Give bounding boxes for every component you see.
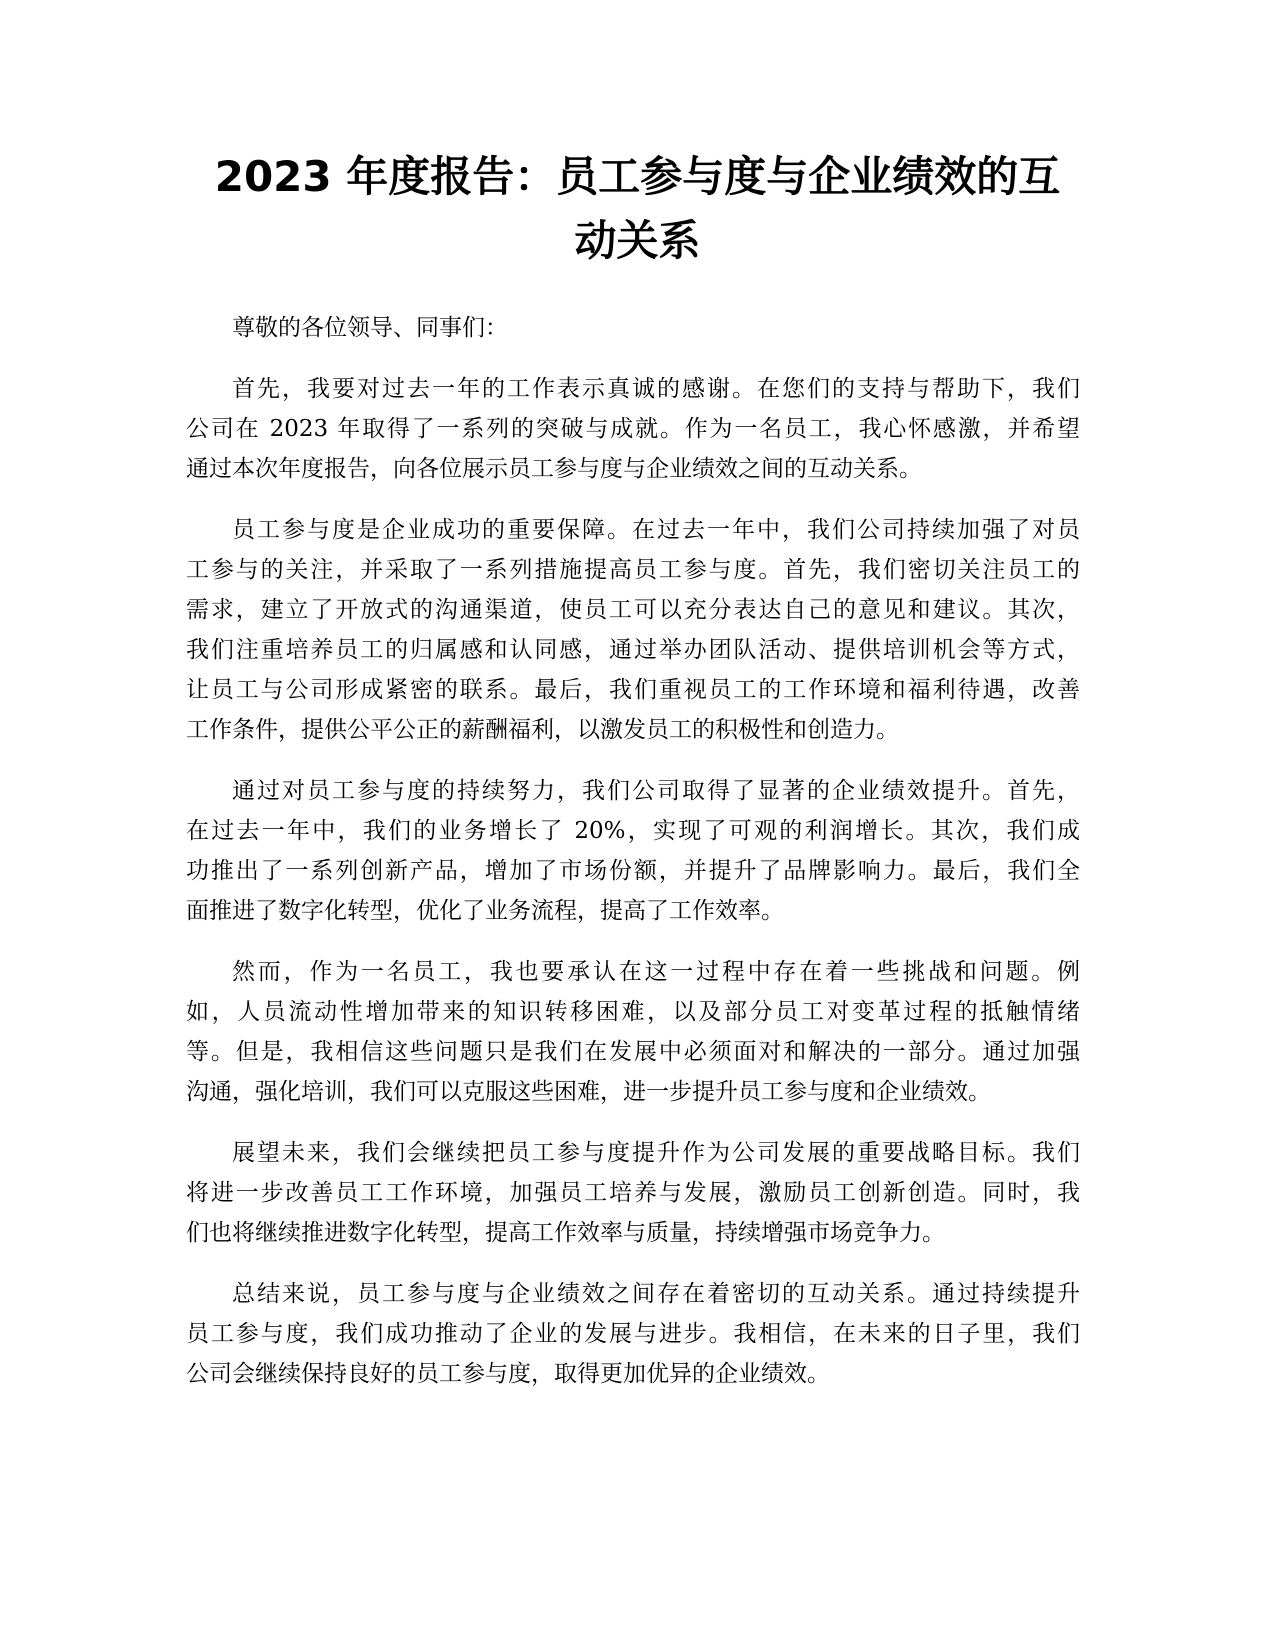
paragraph-line: 沟通，强化培训，我们可以克服这些困难，进一步提升员工参与度和企业绩效。: [186, 1079, 991, 1105]
paragraph-line: 们也将继续推进数字化转型，提高工作效率与质量，持续增强市场竞争力。: [186, 1220, 945, 1246]
paragraph-line: 工作条件，提供公平公正的薪酬福利，以激发员工的积极性和创造力。: [186, 717, 899, 743]
paragraph-line: 我们注重培养员工的归属感和认同感，通过举办团队活动、提供培训机会等方式，: [186, 637, 1080, 663]
paragraph: [186, 776, 1080, 926]
document-title: [160, 145, 1115, 273]
paragraph-line: 功推出了一系列创新产品，增加了市场份额，并提升了品牌影响力。最后，我们全: [186, 858, 1080, 884]
paragraph: [186, 515, 1080, 745]
paragraph-line: 展望未来，我们会继续把员工参与度提升作为公司发展的重要战略目标。我们: [232, 1140, 1080, 1166]
paragraph: [186, 957, 1080, 1107]
paragraph-line: 总结来说，员工参与度与企业绩效之间存在着密切的互动关系。通过持续提升: [232, 1281, 1080, 1307]
paragraph-line: 通过本次年度报告，向各位展示员工参与度与企业绩效之间的互动关系。: [186, 456, 922, 482]
paragraph-line: 需求，建立了开放式的沟通渠道，使员工可以充分表达自己的意见和建议。其次，: [186, 597, 1080, 623]
paragraph-line: 将进一步改善员工工作环境，加强员工培养与发展，激励员工创新创造。同时，我: [186, 1180, 1080, 1206]
paragraph-line: 通过对员工参与度的持续努力，我们公司取得了显著的企业绩效提升。首先，: [232, 778, 1080, 804]
paragraph-line: 在过去一年中，我们的业务增长了 20%，实现了可观的利润增长。其次，我们成: [186, 818, 1080, 844]
paragraph-line: 让员工与公司形成紧密的联系。最后，我们重视员工的工作环境和福利待遇，改善: [186, 677, 1080, 703]
paragraph-line: 公司在 2023 年取得了一系列的突破与成就。作为一名员工，我心怀感激，并希望: [186, 416, 1080, 442]
paragraph: [186, 1279, 1080, 1389]
paragraph-line: 工参与的关注，并采取了一系列措施提高员工参与度。首先，我们密切关注员工的: [186, 557, 1080, 583]
paragraph-line: 尊敬的各位领导、同事们：: [232, 315, 508, 341]
title-line-2: 动关系: [574, 216, 701, 265]
paragraph-line: 面推进了数字化转型，优化了业务流程，提高了工作效率。: [186, 898, 784, 924]
paragraph-line: 首先，我要对过去一年的工作表示真诚的感谢。在您们的支持与帮助下，我们: [232, 376, 1080, 402]
paragraph-line: 公司会继续保持良好的员工参与度，取得更加优异的企业绩效。: [186, 1361, 830, 1387]
paragraph: [186, 313, 1080, 343]
paragraph-line: 员工参与度是企业成功的重要保障。在过去一年中，我们公司持续加强了对员: [232, 517, 1080, 543]
document-body: [186, 313, 1080, 1420]
title-line-1: 2023 年度报告：员工参与度与企业绩效的互: [214, 152, 1061, 201]
paragraph: [186, 374, 1080, 484]
paragraph: [186, 1138, 1080, 1248]
paragraph-line: 员工参与度，我们成功推动了企业的发展与进步。我相信，在未来的日子里，我们: [186, 1321, 1080, 1347]
paragraph-line: 然而，作为一名员工，我也要承认在这一过程中存在着一些挑战和问题。例: [232, 959, 1080, 985]
paragraph-line: 等。但是，我相信这些问题只是我们在发展中必须面对和解决的一部分。通过加强: [186, 1039, 1080, 1065]
paragraph-line: 如，人员流动性增加带来的知识转移困难，以及部分员工对变革过程的抵触情绪: [186, 999, 1080, 1025]
